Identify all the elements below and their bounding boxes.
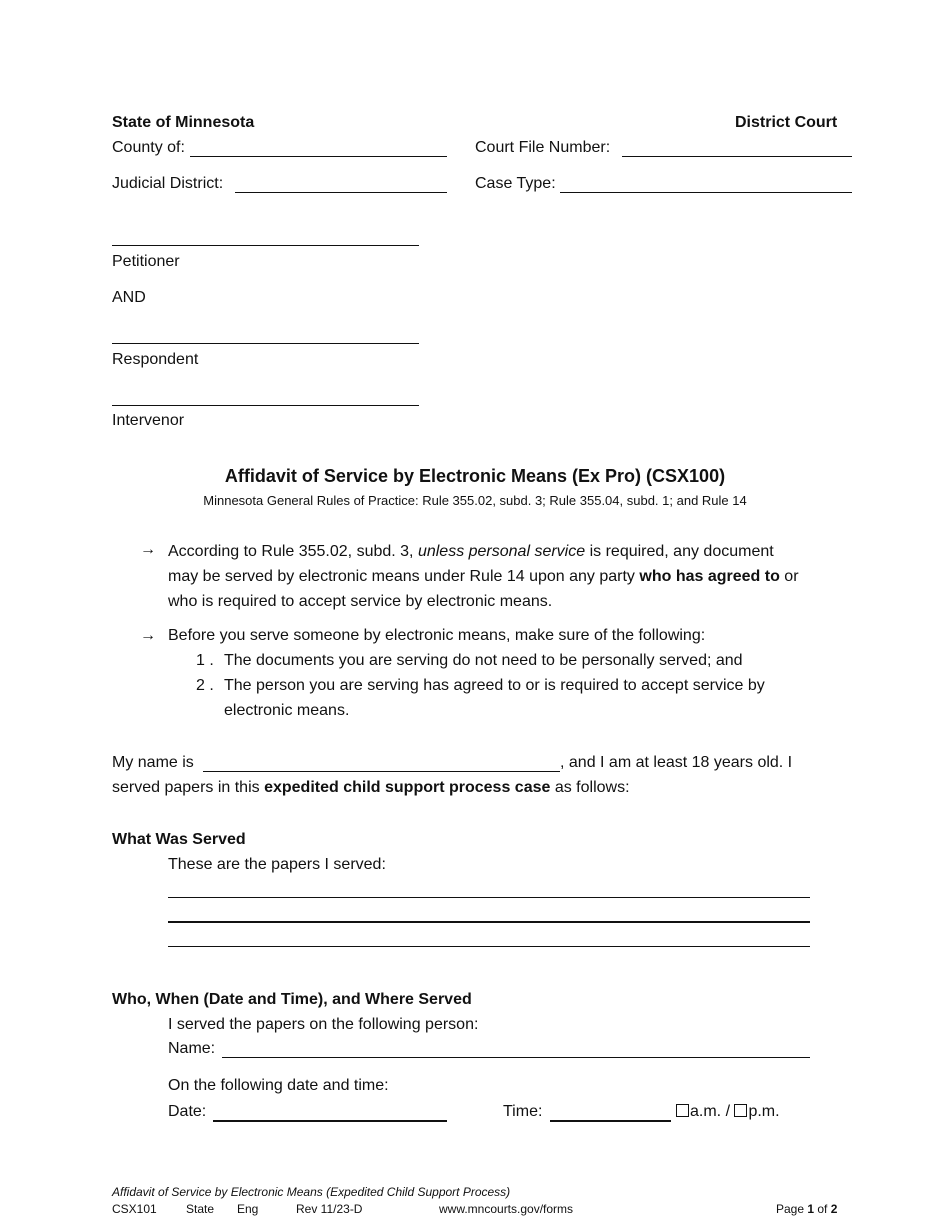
date-label: Date: bbox=[168, 1103, 207, 1120]
note-1 bbox=[168, 539, 799, 614]
court-file-number-label: Court File Number: bbox=[475, 139, 611, 156]
what-served-heading: What Was Served bbox=[112, 831, 246, 848]
who-served-intro: I served the papers on the following person: bbox=[168, 1016, 479, 1033]
and-label: AND bbox=[112, 289, 146, 306]
pm-label: p.m. bbox=[748, 1103, 780, 1120]
am-label: a.m. / bbox=[690, 1103, 735, 1120]
statement-line-2-a: served papers in this bbox=[112, 779, 265, 796]
papers-served-field[interactable] bbox=[168, 921, 810, 923]
age-statement: , and I am at least 18 years old. I bbox=[560, 754, 793, 771]
note-1-line2-bold: who has agreed to bbox=[639, 568, 780, 585]
list-item: The person you are serving has agreed to or is required to accept service by bbox=[224, 677, 765, 694]
note-1-emphasis: unless personal service bbox=[417, 543, 586, 560]
form-subtitle: Minnesota General Rules of Practice: Rule 355.02, subd. 3; Rule 355.04, subd. 1; and Rule 14 bbox=[203, 493, 747, 508]
footer-form-code: CSX101 bbox=[112, 1202, 157, 1216]
petitioner-label: Petitioner bbox=[112, 253, 180, 270]
papers-served-field[interactable] bbox=[168, 897, 810, 898]
case-type-field[interactable] bbox=[560, 192, 852, 193]
statement-line-2-bold: expedited child support process case bbox=[264, 779, 551, 796]
page-of: of bbox=[814, 1202, 831, 1216]
am-checkbox[interactable] bbox=[676, 1104, 689, 1117]
time-label: Time: bbox=[503, 1103, 543, 1120]
form-title: Affidavit of Service by Electronic Means (Ex Pro) (CSX100) bbox=[224, 466, 726, 486]
footer-language: Eng bbox=[237, 1202, 259, 1216]
court-heading: District Court bbox=[735, 114, 838, 131]
time-field[interactable] bbox=[550, 1120, 671, 1122]
intervenor-label: Intervenor bbox=[112, 412, 185, 429]
my-name-label: My name is bbox=[112, 754, 194, 771]
footer-url[interactable]: www.mncourts.gov/forms bbox=[439, 1202, 574, 1216]
list-item-number: 1 . bbox=[196, 652, 214, 669]
statement-line-2-c: as follows: bbox=[550, 779, 630, 796]
list-item-number: 2 . bbox=[196, 677, 214, 694]
state-heading: State of Minnesota bbox=[112, 114, 255, 131]
served-name-field[interactable] bbox=[222, 1057, 810, 1058]
judicial-district-field[interactable] bbox=[235, 192, 447, 193]
who-served-heading: Who, When (Date and Time), and Where Served bbox=[112, 991, 472, 1008]
what-served-intro: These are the papers I served: bbox=[168, 856, 386, 873]
county-field[interactable] bbox=[190, 156, 447, 157]
my-name-field[interactable] bbox=[203, 771, 560, 772]
statement-line-2 bbox=[112, 779, 630, 797]
note-1-line2-a: may be served by electronic means under Rule 14 upon any party bbox=[168, 568, 640, 585]
petitioner-field[interactable] bbox=[112, 245, 419, 246]
datetime-intro: On the following date and time: bbox=[168, 1077, 389, 1094]
note-1-text-c: is required, any document bbox=[585, 543, 774, 560]
case-type-label: Case Type: bbox=[475, 175, 556, 192]
page-current: 1 bbox=[807, 1202, 815, 1216]
footer-revision: Rev 11/23-D bbox=[296, 1202, 363, 1216]
papers-served-field[interactable] bbox=[168, 946, 810, 947]
footer-form-title: Affidavit of Service by Electronic Means (Expedited Child Support Process) bbox=[112, 1185, 511, 1199]
footer-state: State bbox=[186, 1202, 215, 1216]
date-field[interactable] bbox=[213, 1120, 447, 1122]
note-1-text-a: According to Rule 355.02, subd. 3, bbox=[168, 543, 418, 560]
arrow-icon: → bbox=[140, 541, 156, 558]
note-2: Before you serve someone by electronic means, make sure of the following: bbox=[168, 627, 706, 644]
court-file-number-field[interactable] bbox=[622, 156, 852, 157]
intervenor-field[interactable] bbox=[112, 405, 419, 406]
list-item: The documents you are serving do not need to be personally served; and bbox=[224, 652, 743, 669]
am-pm-selector bbox=[676, 1103, 780, 1121]
footer-page-number bbox=[776, 1202, 837, 1216]
note-1-line2-c: or bbox=[779, 568, 799, 585]
respondent-field[interactable] bbox=[112, 343, 419, 344]
list-item-continued: electronic means. bbox=[224, 702, 350, 719]
respondent-label: Respondent bbox=[112, 351, 199, 368]
county-label: County of: bbox=[112, 139, 185, 156]
page-total: 2 bbox=[830, 1202, 838, 1216]
name-label: Name: bbox=[168, 1040, 216, 1057]
pm-checkbox[interactable] bbox=[734, 1104, 747, 1117]
judicial-district-label: Judicial District: bbox=[112, 175, 224, 192]
note-1-line3: who is required to accept service by electronic means. bbox=[168, 593, 553, 610]
page-prefix: Page bbox=[776, 1202, 808, 1216]
arrow-icon: → bbox=[140, 627, 156, 644]
